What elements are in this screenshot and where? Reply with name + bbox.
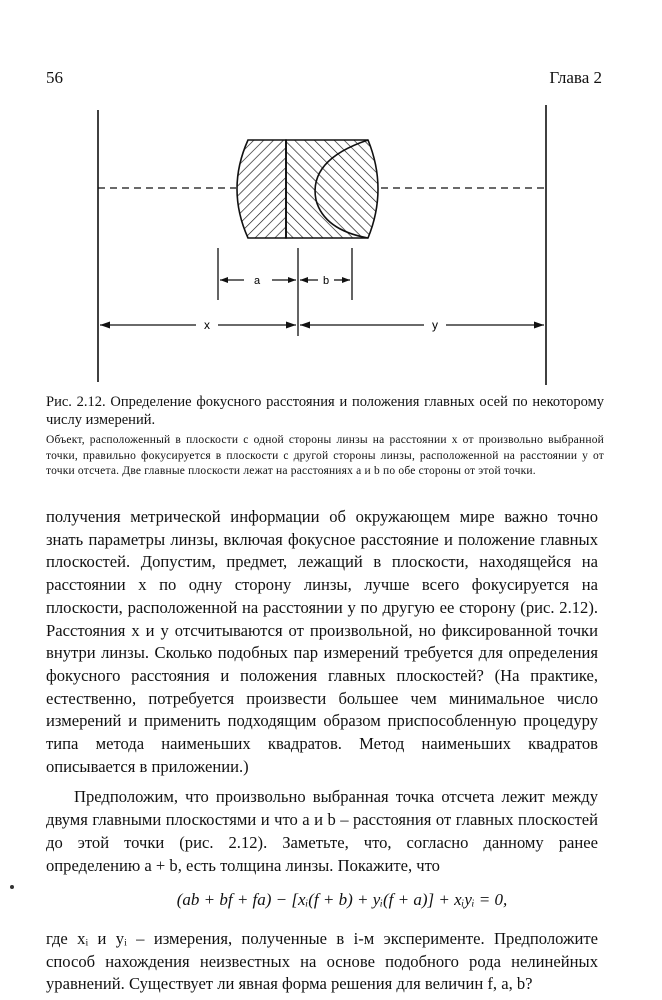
lens-diagram: [46, 100, 616, 390]
label-a: a: [253, 275, 261, 287]
caption-body: Объект, расположенный в плоскости с одной стороны линзы на расстоянии x от произвольно выбранной точки, правильно фокусируется в плоскости с другой стороны линзы, расположенной на расстоянии y от точки отсчета. Две главные плоскости лежат на расстояниях a и b по обе стороны от этой точки.: [46, 434, 604, 477]
dimension-a: [220, 275, 296, 287]
paragraph-3: где xᵢ и yᵢ – измерения, полученные в i-м эксперименте. Предположите способ нахождения неизвестных на основе подобного рода нелинейных уравнений. Существует ли явная форма решения для величин f, a, b?: [46, 928, 598, 994]
lens-left-half: [237, 140, 286, 238]
dimension-y: [300, 318, 544, 332]
equation: (ab + bf + fa) − [xᵢ(f + b) + yᵢ(f + a)] + xᵢyᵢ = 0,: [176, 890, 508, 910]
dimension-b: [300, 275, 350, 287]
lens-figure: [46, 100, 616, 390]
label-x: x: [204, 318, 210, 332]
label-b: b: [322, 275, 330, 287]
figure-caption: [46, 393, 604, 480]
chapter-title: Глава 2: [549, 68, 602, 87]
caption-title: Рис. 2.12. Определение фокусного расстояния и положения главных осей по некоторому числу измерений.: [46, 394, 604, 428]
margin-dot: [10, 885, 14, 889]
lens: [237, 140, 378, 238]
body-text: [46, 506, 598, 996]
paragraph-2: Предположим, что произвольно выбранная точка отсчета лежит между двумя главными плоскостями и что a и b – расстояния от главных плоскостей до этой точки (рис. 2.12). Заметьте, что, согласно данному ранее определению a + b, есть толщина линзы. Покажите, что: [46, 787, 598, 875]
page-number: 56: [46, 68, 63, 87]
dimension-x: [100, 318, 296, 332]
paragraph-1: получения метрической информации об окружающем мире важно точно знать параметры линзы, включая фокусное расстояние и положение главных плоскостей. Допустим, предмет, лежащий в плоскости, находящейся на расстоянии x по одну сторону линзы, лучше всего фокусируется на плоскости, расположенной на расстоянии y по другую ее сторону (рис. 2.12). Расстояния x и y отсчитываются от произвольной, но фиксированной точки внутри линзы. Сколько подобных пар измерений требуется для определения фокусного расстояния и положения главных плоскостей? (На практике, естественно, потребуется произвести большее чем минимальное число измерений и применить подходящим образом приспособленную процедуру типа метода наименьших квадратов. Метод наименьших квадратов описывается в приложении.): [46, 507, 598, 776]
running-head: [46, 68, 602, 92]
label-y: y: [432, 318, 438, 332]
